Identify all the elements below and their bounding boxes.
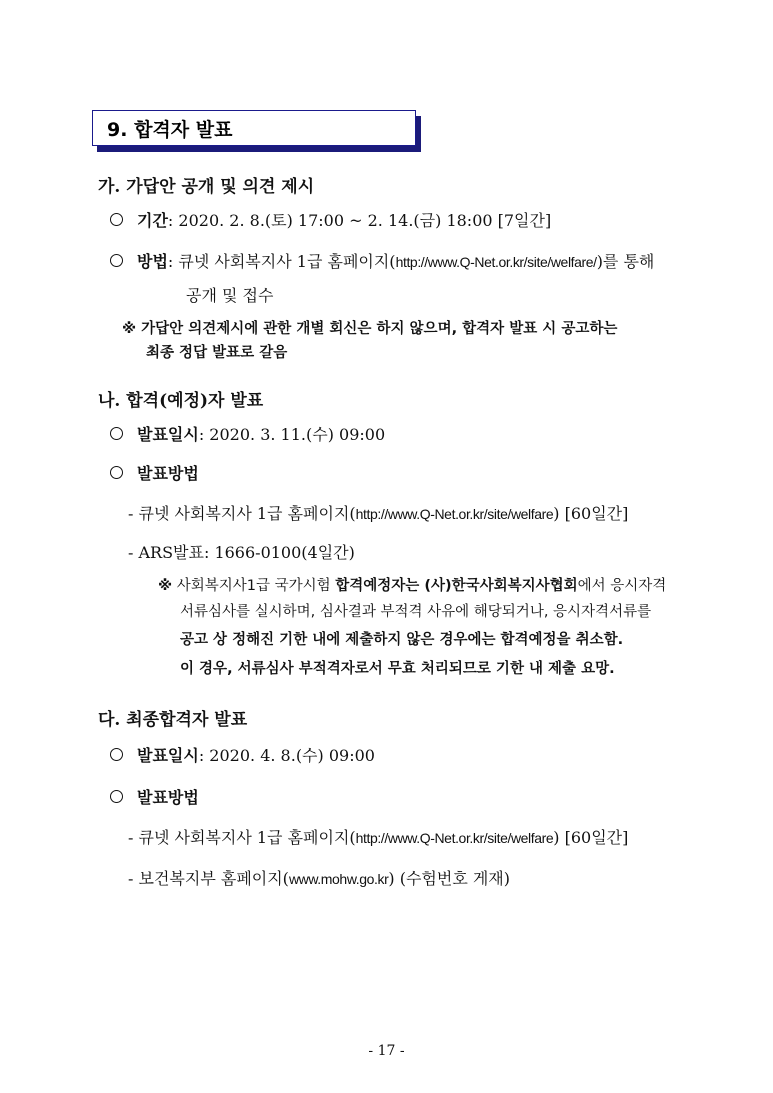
part-b-item2: - ARS발표: 1666-0100(4일간) [128, 543, 355, 562]
part-b-note-line4: 이 경우, 서류심사 부적격자로서 무효 처리되므로 기한 내 제출 요망. [180, 661, 615, 677]
item1-url-link[interactable]: http://www.Q-Net.or.kr/site/welfare [355, 506, 554, 522]
section-title [107, 115, 232, 142]
method-label: 발표방법 [137, 464, 199, 483]
note-mark: ※ [158, 578, 173, 594]
item2-prefix: - 보건복지부 홈페이지( [128, 869, 289, 888]
circle-bullet-icon [110, 213, 123, 226]
note-l1-a: 사회복지사1급 국가시험 [176, 578, 336, 594]
method-prefix: : 큐넷 사회복지사 1급 홈페이지( [167, 252, 396, 271]
item2-url-link[interactable]: www.mohw.go.kr [288, 871, 389, 887]
item1-suffix: ) [60일간] [553, 504, 629, 523]
part-c-heading: 다. 최종합격자 발표 [98, 710, 248, 730]
note-l1-c: 에서 응시자격 [577, 578, 667, 594]
part-b-note-line2: 서류심사를 실시하며, 심사결과 부적격 사유에 해당되거나, 응시자격서류를 [180, 604, 652, 620]
part-a-note-line2: 최종 정답 발표로 갈음 [146, 345, 288, 361]
date-label: 발표일시 [137, 425, 199, 444]
part-b-method-row [110, 461, 199, 484]
period-label: 기간 [137, 211, 168, 230]
circle-bullet-icon [110, 790, 123, 803]
item1-suffix: ) [60일간] [553, 828, 629, 847]
part-c-date-row [110, 743, 375, 766]
part-b-heading: 나. 합격(예정)자 발표 [98, 391, 264, 411]
part-c-item1 [128, 825, 628, 848]
part-a-heading: 가. 가답안 공개 및 의견 제시 [98, 177, 315, 197]
date-value: : 2020. 4. 8.(수) 09:00 [198, 746, 375, 765]
item1-prefix: - 큐넷 사회복지사 1급 홈페이지( [128, 828, 356, 847]
part-c-method-row [110, 785, 199, 808]
method-label: 방법 [137, 252, 168, 271]
part-c-item2 [128, 866, 510, 889]
item1-url-link[interactable]: http://www.Q-Net.or.kr/site/welfare [355, 830, 554, 846]
page-number: - 17 - [368, 1043, 405, 1059]
date-label: 발표일시 [137, 746, 199, 765]
circle-bullet-icon [110, 427, 123, 440]
method-line2: 공개 및 접수 [186, 286, 274, 305]
method-url-link[interactable]: http://www.Q-Net.or.kr/site/welfare/ [395, 254, 597, 270]
part-b-item1 [128, 501, 628, 524]
part-a-period-row [110, 208, 551, 231]
section-title-text: 합격자 발표 [134, 119, 233, 141]
method-suffix: )를 통해 [596, 252, 655, 271]
part-a-note-line1: ※ 가답안 의견제시에 관한 개별 회신은 하지 않으며, 합격자 발표 시 공고하는 [122, 321, 618, 337]
item2-suffix: ) (수험번호 게재) [388, 869, 511, 888]
date-value: : 2020. 3. 11.(수) 09:00 [198, 425, 386, 444]
item1-prefix: - 큐넷 사회복지사 1급 홈페이지( [128, 504, 356, 523]
part-a-method-row [110, 249, 654, 272]
part-b-date-row [110, 422, 385, 445]
section-number: 9. [107, 119, 128, 141]
part-b-note-line3: 공고 상 정해진 기한 내에 제출하지 않은 경우에는 합격예정을 취소함. [180, 632, 624, 648]
note-l1-b: 합격예정자는 (사)한국사회복지사협회 [335, 578, 578, 594]
method-label: 발표방법 [137, 788, 199, 807]
part-b-note-line1 [158, 574, 666, 595]
circle-bullet-icon [110, 254, 123, 267]
period-value: : 2020. 2. 8.(토) 17:00 ~ 2. 14.(금) 18:00 [7일간] [167, 211, 552, 230]
circle-bullet-icon [110, 466, 123, 479]
section-title-box [92, 110, 416, 146]
circle-bullet-icon [110, 748, 123, 761]
